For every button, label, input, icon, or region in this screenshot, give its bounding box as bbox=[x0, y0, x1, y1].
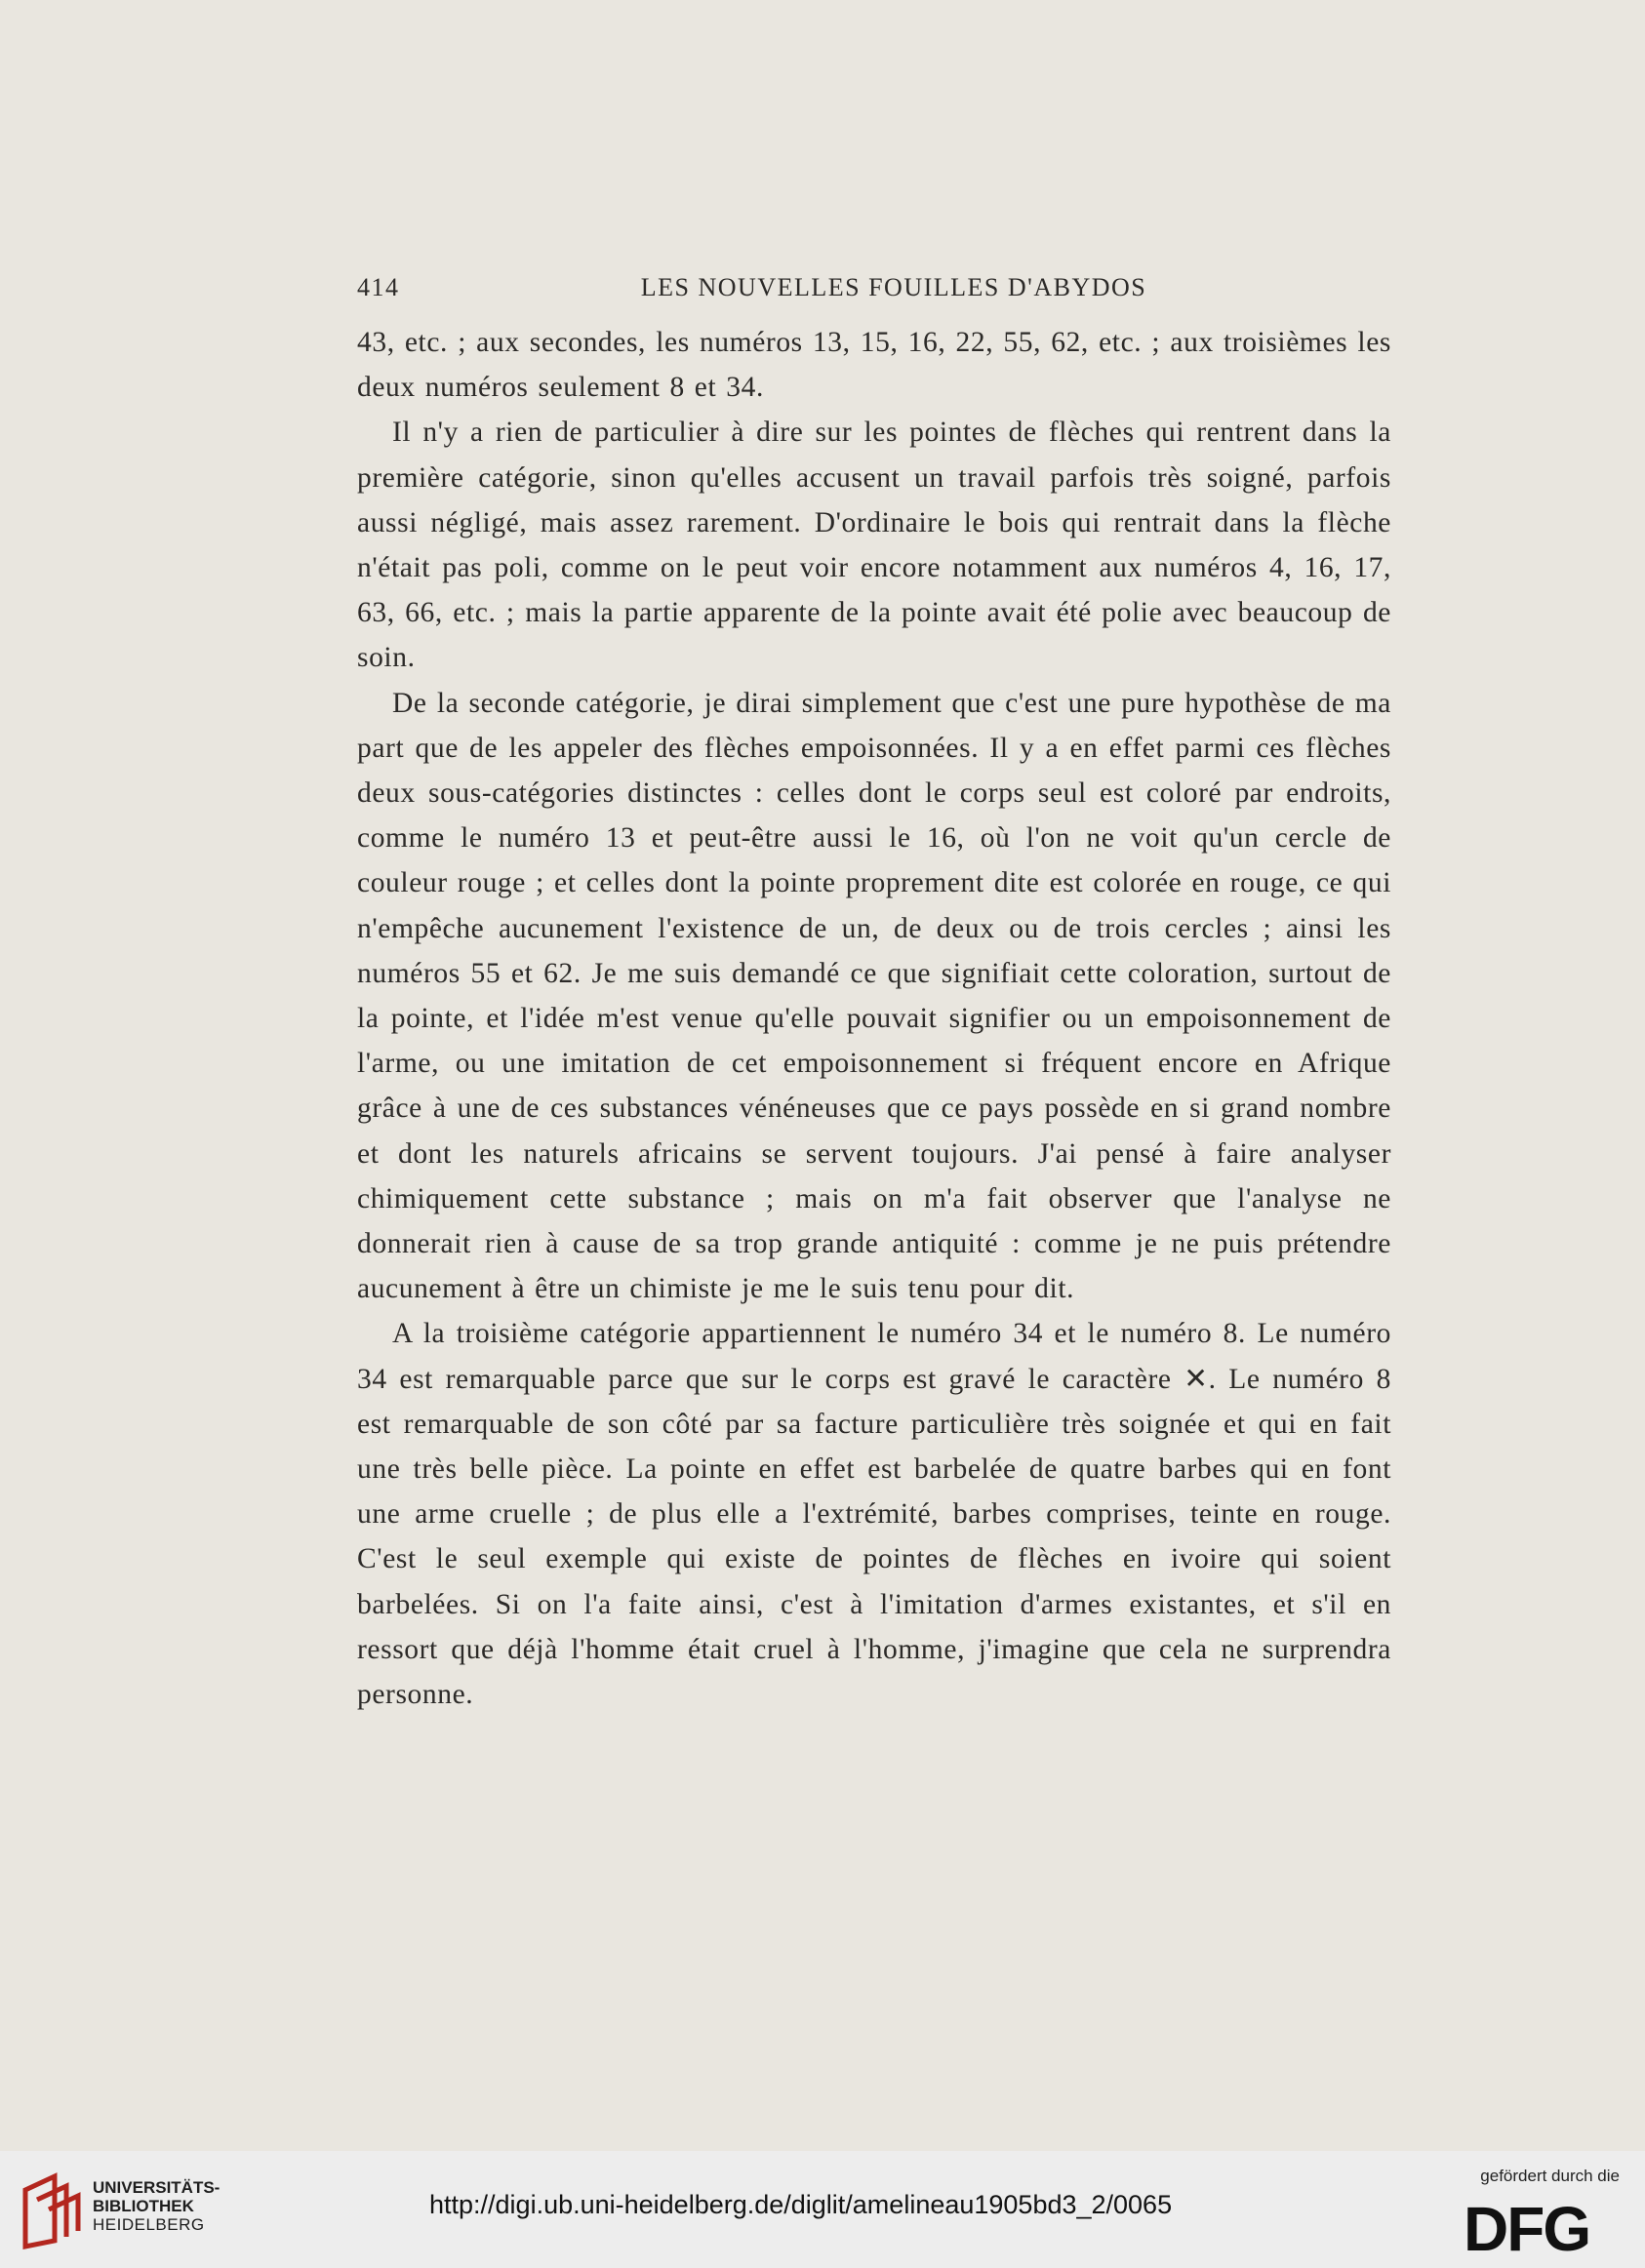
library-line-1: UNIVERSITÄTS- bbox=[93, 2178, 221, 2197]
library-line-3: HEIDELBERG bbox=[93, 2215, 205, 2234]
dfg-logo-icon bbox=[1464, 2196, 1620, 2258]
library-name bbox=[93, 2178, 220, 2234]
permalink-url[interactable]: http://digi.ub.uni-heidelberg.de/diglit/amelineau1905bd3_2/0065 bbox=[429, 2190, 1173, 2219]
funding-caption: gefördert durch die bbox=[1480, 2167, 1620, 2185]
university-library-logo-icon bbox=[16, 2172, 84, 2250]
dfg-logo-text: DFG bbox=[1464, 2196, 1590, 2258]
paragraph: 43, etc. ; aux secondes, les numéros 13, 15, 16, 22, 55, 62, etc. ; aux troisièmes les deux numéros seulement 8 et 34. bbox=[357, 327, 1391, 404]
running-title: LES NOUVELLES FOUILLES D'ABYDOS bbox=[640, 273, 1147, 301]
page-number: 414 bbox=[357, 273, 400, 301]
paragraph: De la seconde catégorie, je dirai simplement que c'est une pure hypothèse de ma part que de les appeler des flèches empoisonnées. Il y a en effet parmi ces flèches deux sous-catégories distinctes : celles dont le corps seul est coloré par endroits, comme le numéro 13 et peut-être aussi le 16, où l'on ne voit qu'un cercle de couleur rouge ; et celles dont la pointe proprement dite est colorée en rouge, ce qui n'empêche aucunement l'existence de un, de deux ou de trois cercles ; ainsi les numéros 55 et 62. Je me suis demandé ce que signifiait cette coloration, surtout de la pointe, et l'idée m'est venue qu'elle pouvait signifier ou un empoisonnement de l'arme, ou une imitation de cet empoisonnement si fréquent encore en Afrique grâce à une de ces substances vénéneuses que ce pays possède en si grand nombre et dont les naturels africains se servent toujours. J'ai pensé à faire analyser chimiquement cette substance ; mais on m'a fait observer que l'analyse ne donnerait rien à cause de sa trop grande antiquité : comme je ne puis prétendre aucunement à être un chimiste je me le suis tenu pour dit. bbox=[357, 687, 1391, 1305]
library-line-2: BIBLIOTHEK bbox=[93, 2197, 194, 2215]
paragraph: A la troisième catégorie appartiennent le numéro 34 et le numéro 8. Le numéro 34 est remarquable parce que sur le corps est gravé le caractère ✕. Le numéro 8 est remarquable de son côté par sa facture particulière très soignée et qui en fait une très belle pièce. La pointe en effet est barbelée de quatre barbes qui en font une arme cruelle ; de plus elle a l'extrémité, barbes comprises, teinte en rouge. C'est le seul exemple qui existe de pointes de flèches en ivoire qui soient barbelées. Si on l'a faite ainsi, c'est à l'imitation d'armes existantes, et s'il en ressort que déjà l'homme était cruel à l'homme, j'imagine que cela ne surprendra personne. bbox=[357, 1318, 1391, 1711]
paragraph: Il n'y a rien de particulier à dire sur les pointes de flèches qui rentrent dans la première catégorie, sinon qu'elles accusent un travail parfois très soigné, parfois aussi négligé, mais assez rarement. D'ordinaire le bois qui rentrait dans la flèche n'était pas poli, comme on le peut voir encore notamment aux numéros 4, 16, 17, 63, 66, etc. ; mais la partie apparente de la pointe avait été polie avec beaucoup de soin. bbox=[357, 417, 1391, 674]
footer-bar bbox=[0, 2151, 1645, 2268]
running-head bbox=[357, 273, 1391, 308]
body-text bbox=[357, 320, 1391, 1717]
